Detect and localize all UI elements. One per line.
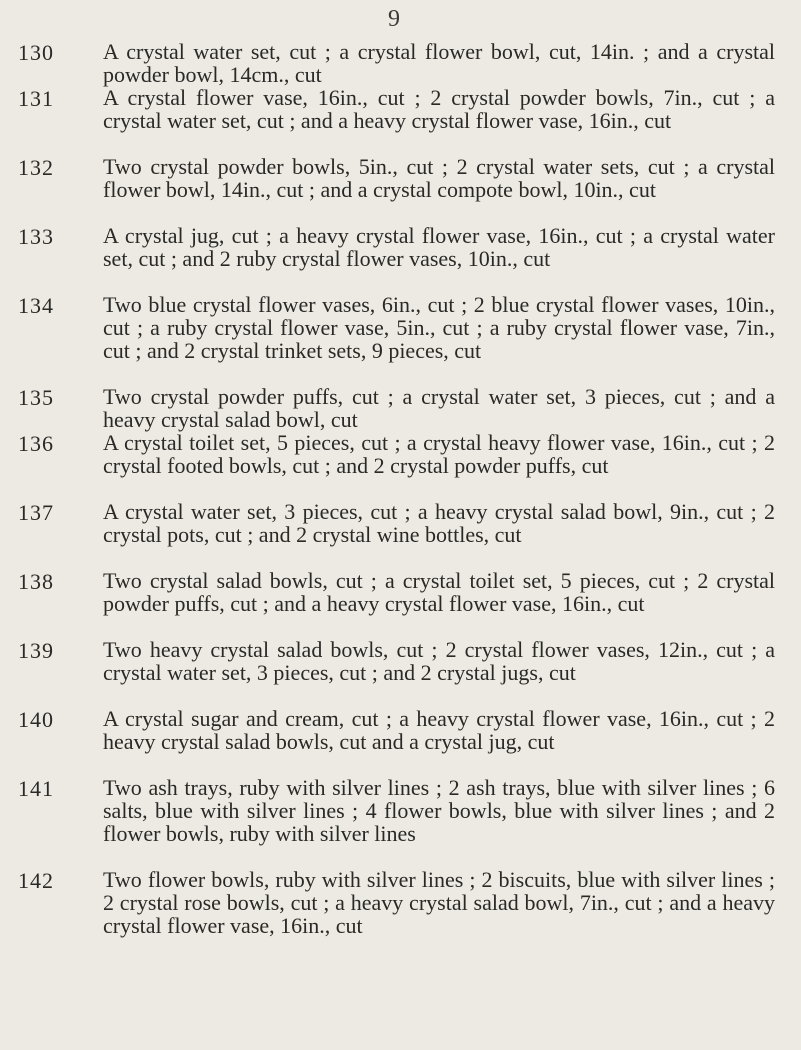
lot-number: 138	[18, 569, 54, 594]
lot-number: 135	[18, 385, 54, 410]
lot-number: 141	[18, 776, 54, 801]
lot-description: A crystal water set, 3 pieces, cut ; a heavy crystal salad bowl, 9in., cut ; 2 crystal pots, cut ; and 2 crystal wine bottles, cut	[103, 499, 775, 547]
lot-number: 142	[18, 868, 54, 893]
lot-description: A crystal water set, cut ; a crystal flower bowl, cut, 14in. ; and a crystal powder bowl, 14cm., cut	[103, 39, 775, 87]
lot-description: Two heavy crystal salad bowls, cut ; 2 crystal flower vases, 12in., cut ; a crystal water set, 3 pieces, cut ; and 2 crystal jugs, cut	[103, 637, 775, 685]
page-number: 9	[388, 6, 400, 32]
lot-number: 133	[18, 224, 54, 249]
lot-description: Two flower bowls, ruby with silver lines ; 2 biscuits, blue with silver lines ; 2 crystal rose bowls, cut ; a heavy crystal salad bowl, 7in., cut ; and a heavy crystal flower vase, 16in., cut	[103, 867, 775, 938]
lot-description: A crystal toilet set, 5 pieces, cut ; a crystal heavy flower vase, 16in., cut ; 2 crystal footed bowls, cut ; and 2 crystal powder puffs, cut	[103, 430, 775, 478]
lot-number: 134	[18, 293, 54, 318]
lot-number: 132	[18, 155, 54, 180]
lot-description: Two crystal powder bowls, 5in., cut ; 2 crystal water sets, cut ; a crystal flower bowl, 14in., cut ; and a crystal compote bowl, 10in., cut	[103, 154, 775, 202]
lot-description: Two blue crystal flower vases, 6in., cut ; 2 blue crystal flower vases, 10in., cut ; a ruby crystal flower vase, 5in., cut ; a ruby crystal flower vase, 7in., cut ; and 2 crystal trinket sets, 9 pieces, cut	[103, 292, 775, 363]
lot-number: 137	[18, 500, 54, 525]
lot-number: 136	[18, 431, 54, 456]
lot-description: Two crystal salad bowls, cut ; a crystal toilet set, 5 pieces, cut ; 2 crystal powder puffs, cut ; and a heavy crystal flower vase, 16in., cut	[103, 568, 775, 616]
lot-description: Two ash trays, ruby with silver lines ; 2 ash trays, blue with silver lines ; 6 salts, blue with silver lines ; 4 flower bowls, blue with silver lines ; and 2 flower bowls, ruby with silver lines	[103, 775, 775, 846]
lot-number: 139	[18, 638, 54, 663]
lot-description: A crystal jug, cut ; a heavy crystal flower vase, 16in., cut ; a crystal water set, cut ; and 2 ruby crystal flower vases, 10in., cut	[103, 223, 775, 271]
lot-description: A crystal flower vase, 16in., cut ; 2 crystal powder bowls, 7in., cut ; a crystal water set, cut ; and a heavy crystal flower vase, 16in., cut	[103, 85, 775, 133]
lot-description: A crystal sugar and cream, cut ; a heavy crystal flower vase, 16in., cut ; 2 heavy crystal salad bowls, cut and a crystal jug, cut	[103, 706, 775, 754]
lot-number: 131	[18, 86, 54, 111]
lot-number: 130	[18, 40, 54, 65]
lot-number: 140	[18, 707, 54, 732]
lot-description: Two crystal powder puffs, cut ; a crystal water set, 3 pieces, cut ; and a heavy crystal salad bowl, cut	[103, 384, 775, 432]
